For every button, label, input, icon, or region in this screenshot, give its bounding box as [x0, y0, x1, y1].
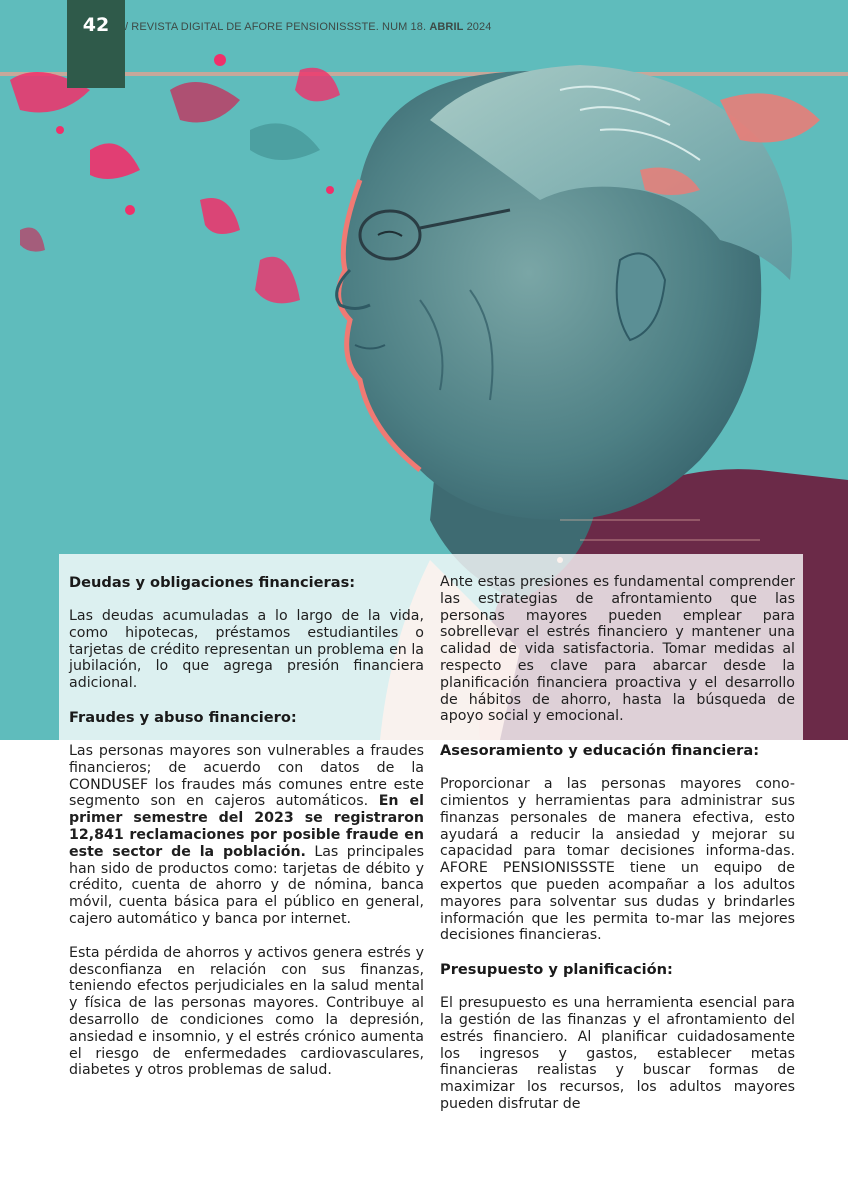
- paragraph-deudas: Las deudas acumuladas a lo largo de la vida, como hipotecas, préstamos estudiantiles o tarjetas de crédito representan un problema en la jubilación, lo que agrega presión financiera adicional.: [69, 608, 424, 692]
- paragraph-asesoramiento: Proporcionar a las personas mayores cono-cimientos y herramientas para administrar sus finanzas personales de manera efectiva, esto ayudará a reducir la ansiedad y mejorar su capacidad para tomar decisiones informa-das. AFORE PENSIONISSSTE tiene un equipo de expertos que pueden acompañar a los adultos mayores para solventar sus dudas y brindarles información que les permita to-mar las mejores decisiones financieras.: [440, 776, 795, 944]
- fraudes-text-a: Las personas mayores son vulnerables a fraudes financieros; de acuerdo con datos de la CONDUSEF los fraudes más comunes entre este segmento son en cajeros automáticos.: [69, 742, 424, 810]
- section-title-asesoramiento: Asesoramiento y educación financiera:: [440, 742, 760, 760]
- section-title-fraudes: Fraudes y abuso financiero:: [69, 708, 297, 726]
- issue-month: ABRIL: [429, 21, 464, 33]
- fraudes-text-b: Las principales han sido de productos como: tarjetas de débito y crédito, cuenta de ahorro y de nómina, banca móvil, cuenta básica para el público en general, cajero automático y banca por internet.: [69, 843, 424, 927]
- page-number-tab: [67, 0, 125, 88]
- paragraph-fraudes: [69, 743, 424, 928]
- paragraph-intro: Ante estas presiones es fundamental comprender las estrategias de afrontamiento que las personas mayores pueden emplear para sobrellevar el estrés financiero y mantener una calidad de vida satisfactoria. Tomar medidas al respecto es clave para abarcar desde la planificación financiera proactiva y el desarrollo de hábitos de ahorro, hasta la búsqueda de apoyo social y emocional.: [440, 574, 795, 725]
- paragraph-perdida-ahorros: Esta pérdida de ahorros y activos genera estrés y desconfianza en relación con sus finanzas, teniendo efectos perjudiciales en la salud mental y física de las personas mayores. Contribuye al desarrollo de condiciones como la depresión, ansiedad e insomnio, y el estrés crónico aumenta el riesgo de enfermedades cardiovasculares, diabetes y otros problemas de salud.: [69, 944, 424, 1079]
- fraudes-highlight: En el primer semestre del 2023 se registraron 12,841 reclamaciones por posible fraude en este sector de la población.: [69, 793, 424, 860]
- running-header: [125, 21, 491, 33]
- section-title-deudas: Deudas y obligaciones financieras:: [69, 574, 356, 591]
- paragraph-presupuesto: El presupuesto es una herramienta esencial para la gestión de las finanzas y el afrontamiento del estrés financiero. Al planificar cuidadosamente los ingresos y gastos, establecer metas financieras realistas y buscar formas de maximizar los recursos, los adultos mayores pueden disfrutar de: [440, 995, 795, 1112]
- left-column: [69, 574, 424, 1079]
- magazine-title: / REVISTA DIGITAL DE AFORE PENSIONISSSTE. NUM 18.: [125, 21, 427, 33]
- page-number: 42: [82, 14, 110, 36]
- right-column: [440, 574, 795, 1113]
- section-title-presupuesto: Presupuesto y planificación:: [440, 961, 673, 979]
- issue-year: 2024: [466, 21, 492, 33]
